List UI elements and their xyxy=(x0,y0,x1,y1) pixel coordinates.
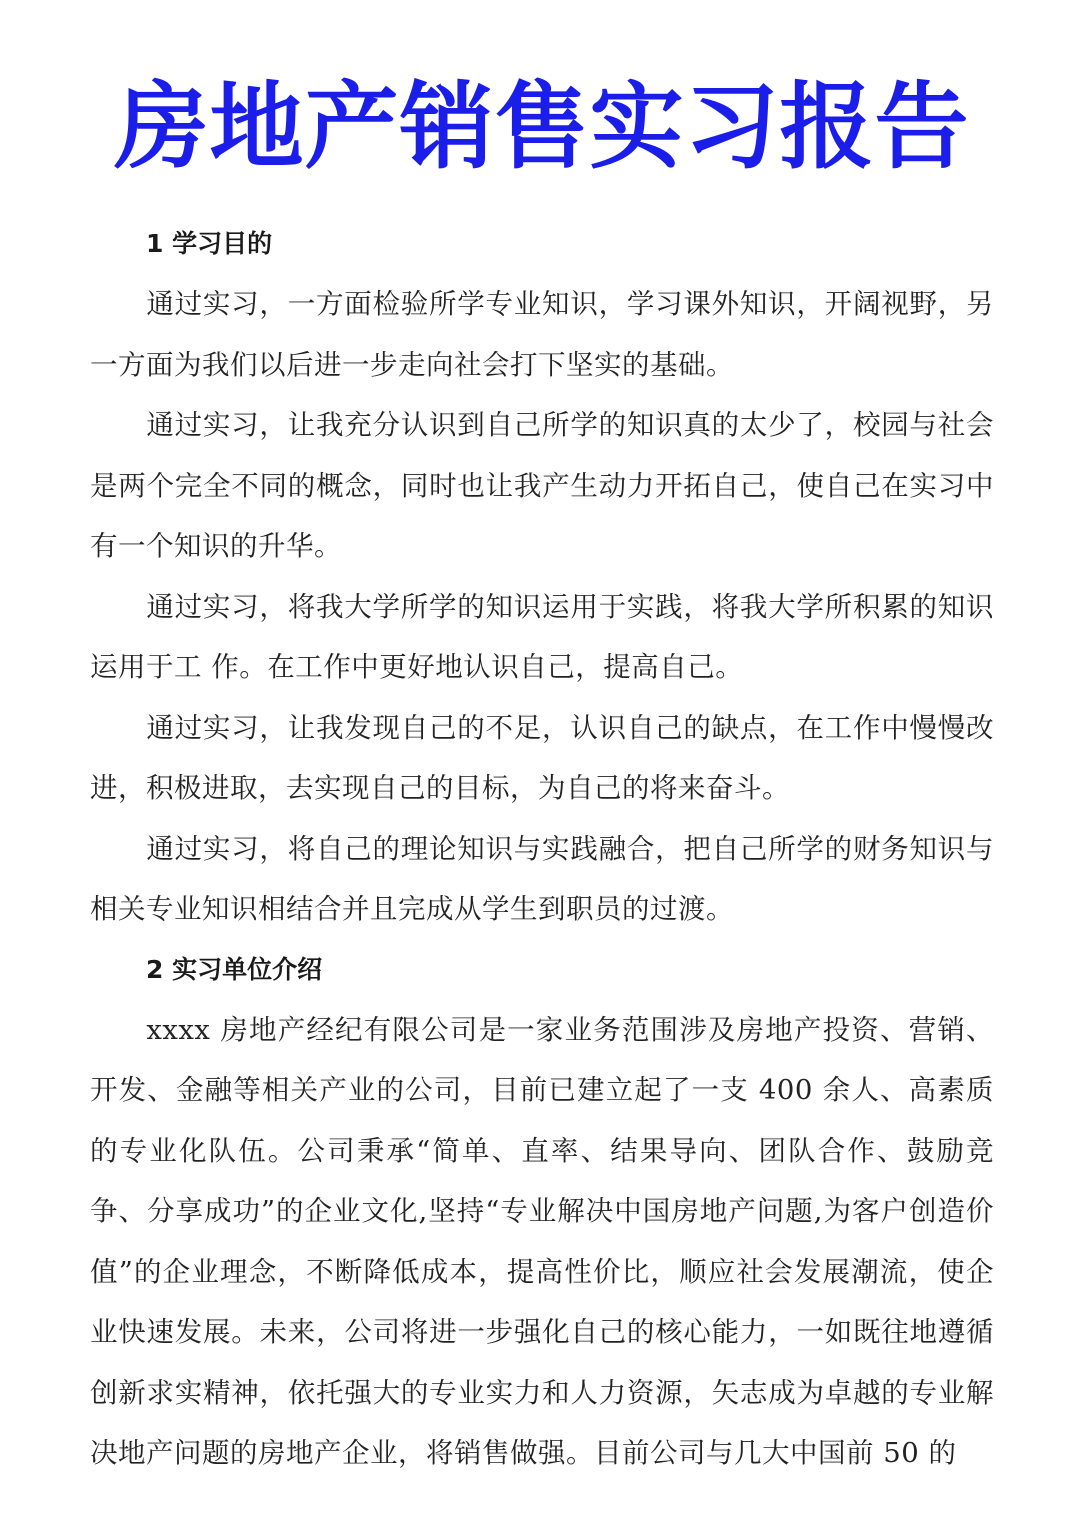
section-heading-2: 2 实习单位介绍 xyxy=(146,954,323,984)
document-title: 房地产销售实习报告 xyxy=(114,73,970,182)
paragraph: 通过实习，将我大学所学的知识运用于实践，将我大学所积累的知识运用于工 作。在工作中更好地认识自己，提高自己。 xyxy=(90,590,994,683)
paragraph: 通过实习，将自己的理论知识与实践融合，把自己所学的财务知识与相关专业知识相结合并且完成从学生到职员的过渡。 xyxy=(90,832,994,925)
paragraph: 通过实习，让我发现自己的不足，认识自己的缺点，在工作中慢慢改进，积极进取，去实现自己的目标，为自己的将来奋斗。 xyxy=(90,711,994,804)
paragraph: 通过实习，让我充分认识到自己所学的知识真的太少了，校园与社会是两个完全不同的概念，同时也让我产生动力开拓自己，使自己在实习中有一个知识的升华。 xyxy=(90,409,994,562)
paragraph: xxxx 房地产经纪有限公司是一家业务范围涉及房地产投资、营销、开发、金融等相关产业的公司，目前已建立起了一支 400 余人、高素质的专业化队伍。公司秉承“简单、直率、结果导向、团队合作、鼓励竞争、分享成功”的企业文化,坚持“专业解决中国房地产问题,为客户创造价值”的企业理念，不断降低成本，提高性价比，顺应社会发展潮流，使企业快速发展。未来，公司将进一步强化自己的核心能力，一如既往地遵循创新求实精神，依托强大的专业实力和人力资源，矢志成为卓越的专业解决地产问题的房地产企业，将销售做强。目前公司与几大中国前 50 的 xyxy=(90,1013,994,1469)
section-heading-1: 1 学习目的 xyxy=(146,229,273,258)
paragraph: 通过实习，一方面检验所学专业知识，学习课外知识，开阔视野，另一方面为我们以后进一步走向社会打下坚实的基础。 xyxy=(90,288,994,381)
